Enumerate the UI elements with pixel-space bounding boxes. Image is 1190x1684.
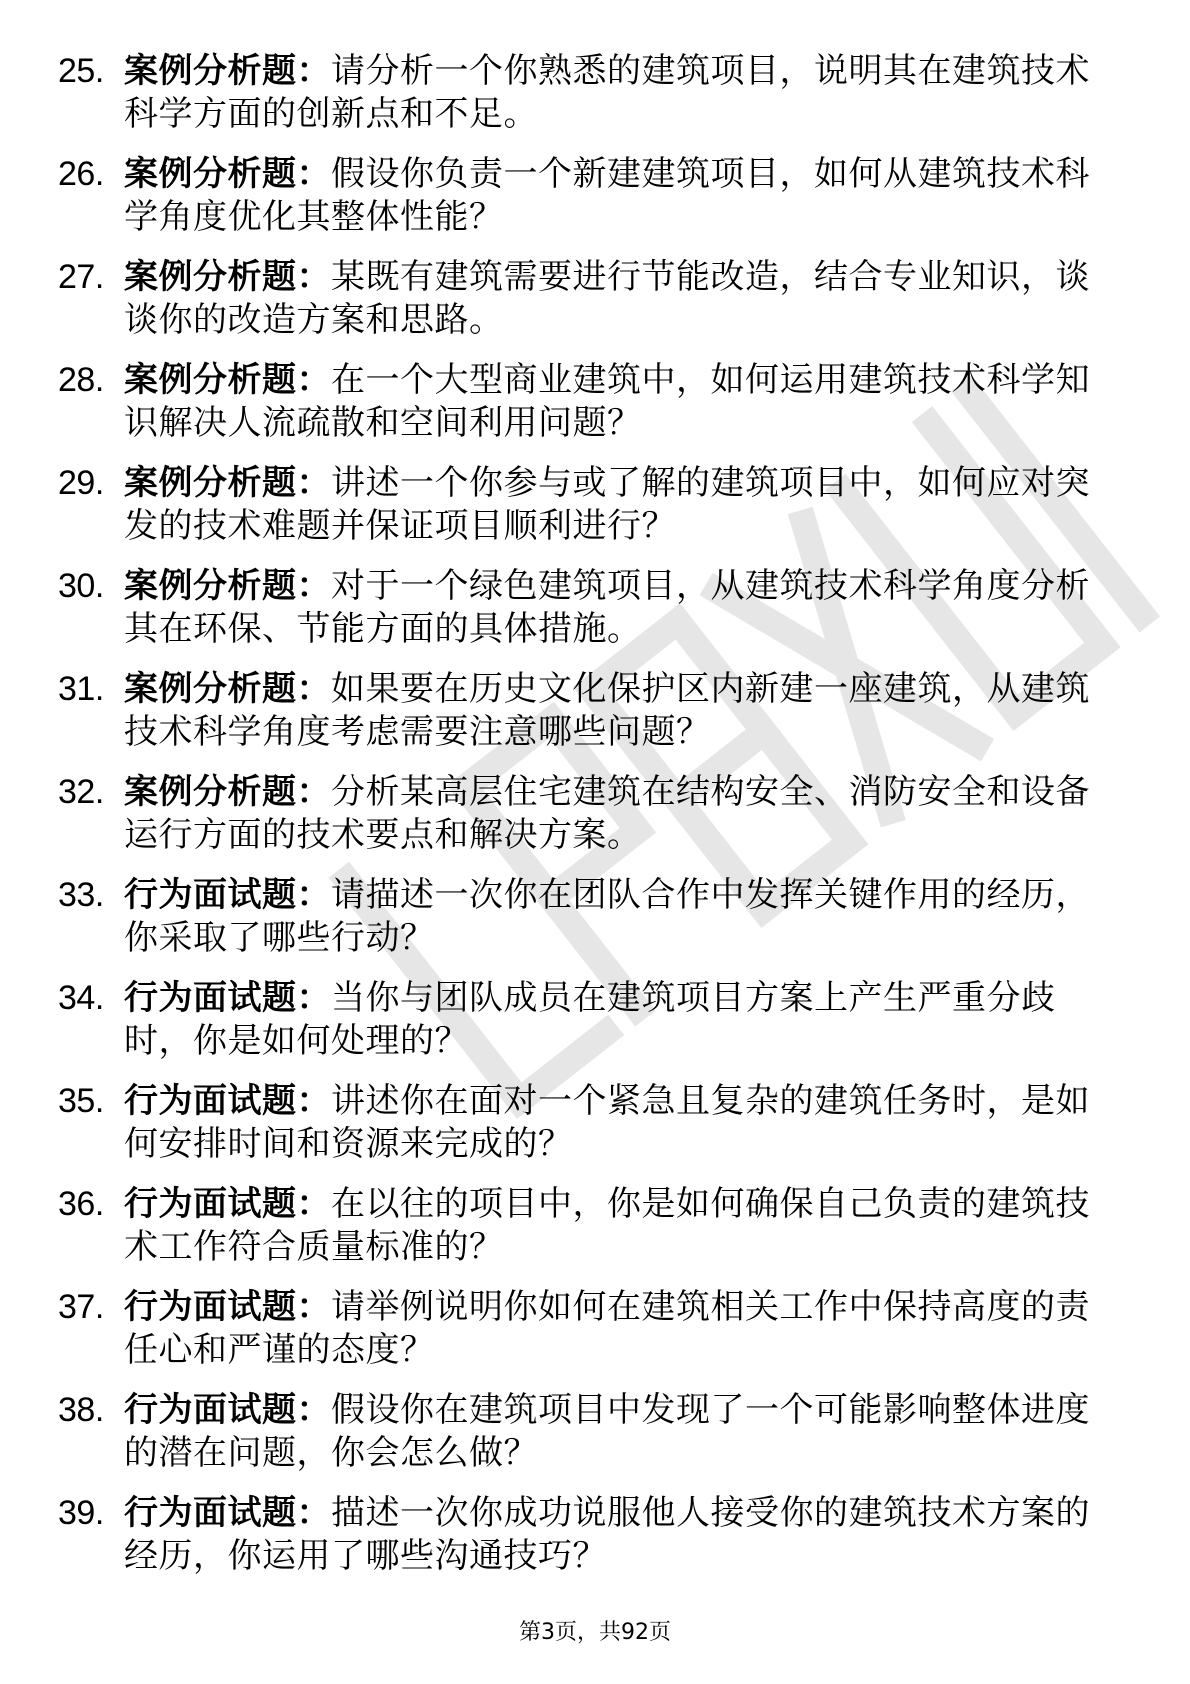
question-number: 33. xyxy=(58,876,104,914)
question-text: 请举例说明你如何在建筑相关工作中保持高度的责任心和严谨的态度？ xyxy=(124,1287,1090,1370)
question-body xyxy=(124,1286,1104,1372)
question-number: 34. xyxy=(58,979,104,1017)
question-text: 请描述一次你在团队合作中发挥关键作用的经历，你采取了哪些行动？ xyxy=(124,875,1090,958)
question-item xyxy=(58,462,1118,565)
question-item xyxy=(58,1183,1118,1286)
question-number: 26. xyxy=(58,155,104,193)
question-item xyxy=(58,50,1118,153)
question-type: 行为面试题： xyxy=(124,1390,331,1430)
question-item xyxy=(58,1286,1118,1389)
question-type: 案例分析题： xyxy=(124,669,331,709)
page-footer xyxy=(0,1620,1190,1646)
question-type: 案例分析题： xyxy=(124,566,331,606)
question-number: 36. xyxy=(58,1185,104,1223)
question-number: 27. xyxy=(58,258,104,296)
question-number: 35. xyxy=(58,1082,104,1120)
question-type: 行为面试题： xyxy=(124,1493,331,1533)
question-body xyxy=(124,977,1104,1063)
question-text: 描述一次你成功说服他人接受你的建筑技术方案的经历，你运用了哪些沟通技巧？ xyxy=(124,1493,1090,1576)
question-item xyxy=(58,874,1118,977)
question-item xyxy=(58,1080,1118,1183)
question-text: 讲述一个你参与或了解的建筑项目中，如何应对突发的技术难题并保证项目顺利进行？ xyxy=(124,463,1090,546)
question-text: 在一个大型商业建筑中，如何运用建筑技术科学知识解决人流疏散和空间利用问题？ xyxy=(124,360,1090,443)
question-type: 案例分析题： xyxy=(124,51,331,91)
question-item xyxy=(58,256,1118,359)
question-item xyxy=(58,1389,1118,1492)
question-text: 假设你负责一个新建建筑项目，如何从建筑技术科学角度优化其整体性能？ xyxy=(124,154,1090,237)
question-body xyxy=(124,668,1104,754)
question-body xyxy=(124,359,1104,445)
question-text: 分析某高层住宅建筑在结构安全、消防安全和设备运行方面的技术要点和解决方案。 xyxy=(124,772,1090,855)
question-item xyxy=(58,771,1118,874)
question-item xyxy=(58,1492,1118,1595)
question-number: 38. xyxy=(58,1391,104,1429)
question-item xyxy=(58,565,1118,668)
question-type: 行为面试题： xyxy=(124,1081,331,1121)
question-body xyxy=(124,565,1104,651)
question-body xyxy=(124,50,1104,136)
question-body xyxy=(124,1080,1104,1166)
question-number: 32. xyxy=(58,773,104,811)
question-text: 在以往的项目中，你是如何确保自己负责的建筑技术工作符合质量标准的？ xyxy=(124,1184,1090,1267)
question-number: 31. xyxy=(58,670,104,708)
question-text: 如果要在历史文化保护区内新建一座建筑，从建筑技术科学角度考虑需要注意哪些问题？ xyxy=(124,669,1090,752)
question-type: 案例分析题： xyxy=(124,772,331,812)
question-type: 行为面试题： xyxy=(124,1287,331,1327)
question-item xyxy=(58,977,1118,1080)
question-text: 当你与团队成员在建筑项目方案上产生严重分歧时，你是如何处理的？ xyxy=(124,978,1056,1061)
question-type: 行为面试题： xyxy=(124,875,331,915)
page-number: 第3页，共92页 xyxy=(519,1620,671,1645)
question-type: 案例分析题： xyxy=(124,463,331,503)
question-list xyxy=(58,50,1118,1595)
question-number: 39. xyxy=(58,1494,104,1532)
question-text: 假设你在建筑项目中发现了一个可能影响整体进度的潜在问题，你会怎么做？ xyxy=(124,1390,1090,1473)
question-item xyxy=(58,359,1118,462)
question-number: 29. xyxy=(58,464,104,502)
question-text: 讲述你在面对一个紧急且复杂的建筑任务时，是如何安排时间和资源来完成的？ xyxy=(124,1081,1090,1164)
question-body xyxy=(124,153,1104,239)
question-item xyxy=(58,668,1118,771)
question-type: 行为面试题： xyxy=(124,1184,331,1224)
question-type: 案例分析题： xyxy=(124,154,331,194)
question-body xyxy=(124,1492,1104,1578)
question-body xyxy=(124,256,1104,342)
question-text: 对于一个绿色建筑项目，从建筑技术科学角度分析其在环保、节能方面的具体措施。 xyxy=(124,566,1090,649)
question-type: 案例分析题： xyxy=(124,360,331,400)
question-number: 28. xyxy=(58,361,104,399)
question-number: 37. xyxy=(58,1288,104,1326)
question-type: 行为面试题： xyxy=(124,978,331,1018)
question-type: 案例分析题： xyxy=(124,257,331,297)
question-number: 25. xyxy=(58,52,104,90)
question-body xyxy=(124,462,1104,548)
question-number: 30. xyxy=(58,567,104,605)
question-body xyxy=(124,874,1104,960)
question-text: 某既有建筑需要进行节能改造，结合专业知识，谈谈你的改造方案和思路。 xyxy=(124,257,1090,340)
question-body xyxy=(124,1389,1104,1475)
question-body xyxy=(124,1183,1104,1269)
question-body xyxy=(124,771,1104,857)
question-item xyxy=(58,153,1118,256)
question-text: 请分析一个你熟悉的建筑项目，说明其在建筑技术科学方面的创新点和不足。 xyxy=(124,51,1090,134)
